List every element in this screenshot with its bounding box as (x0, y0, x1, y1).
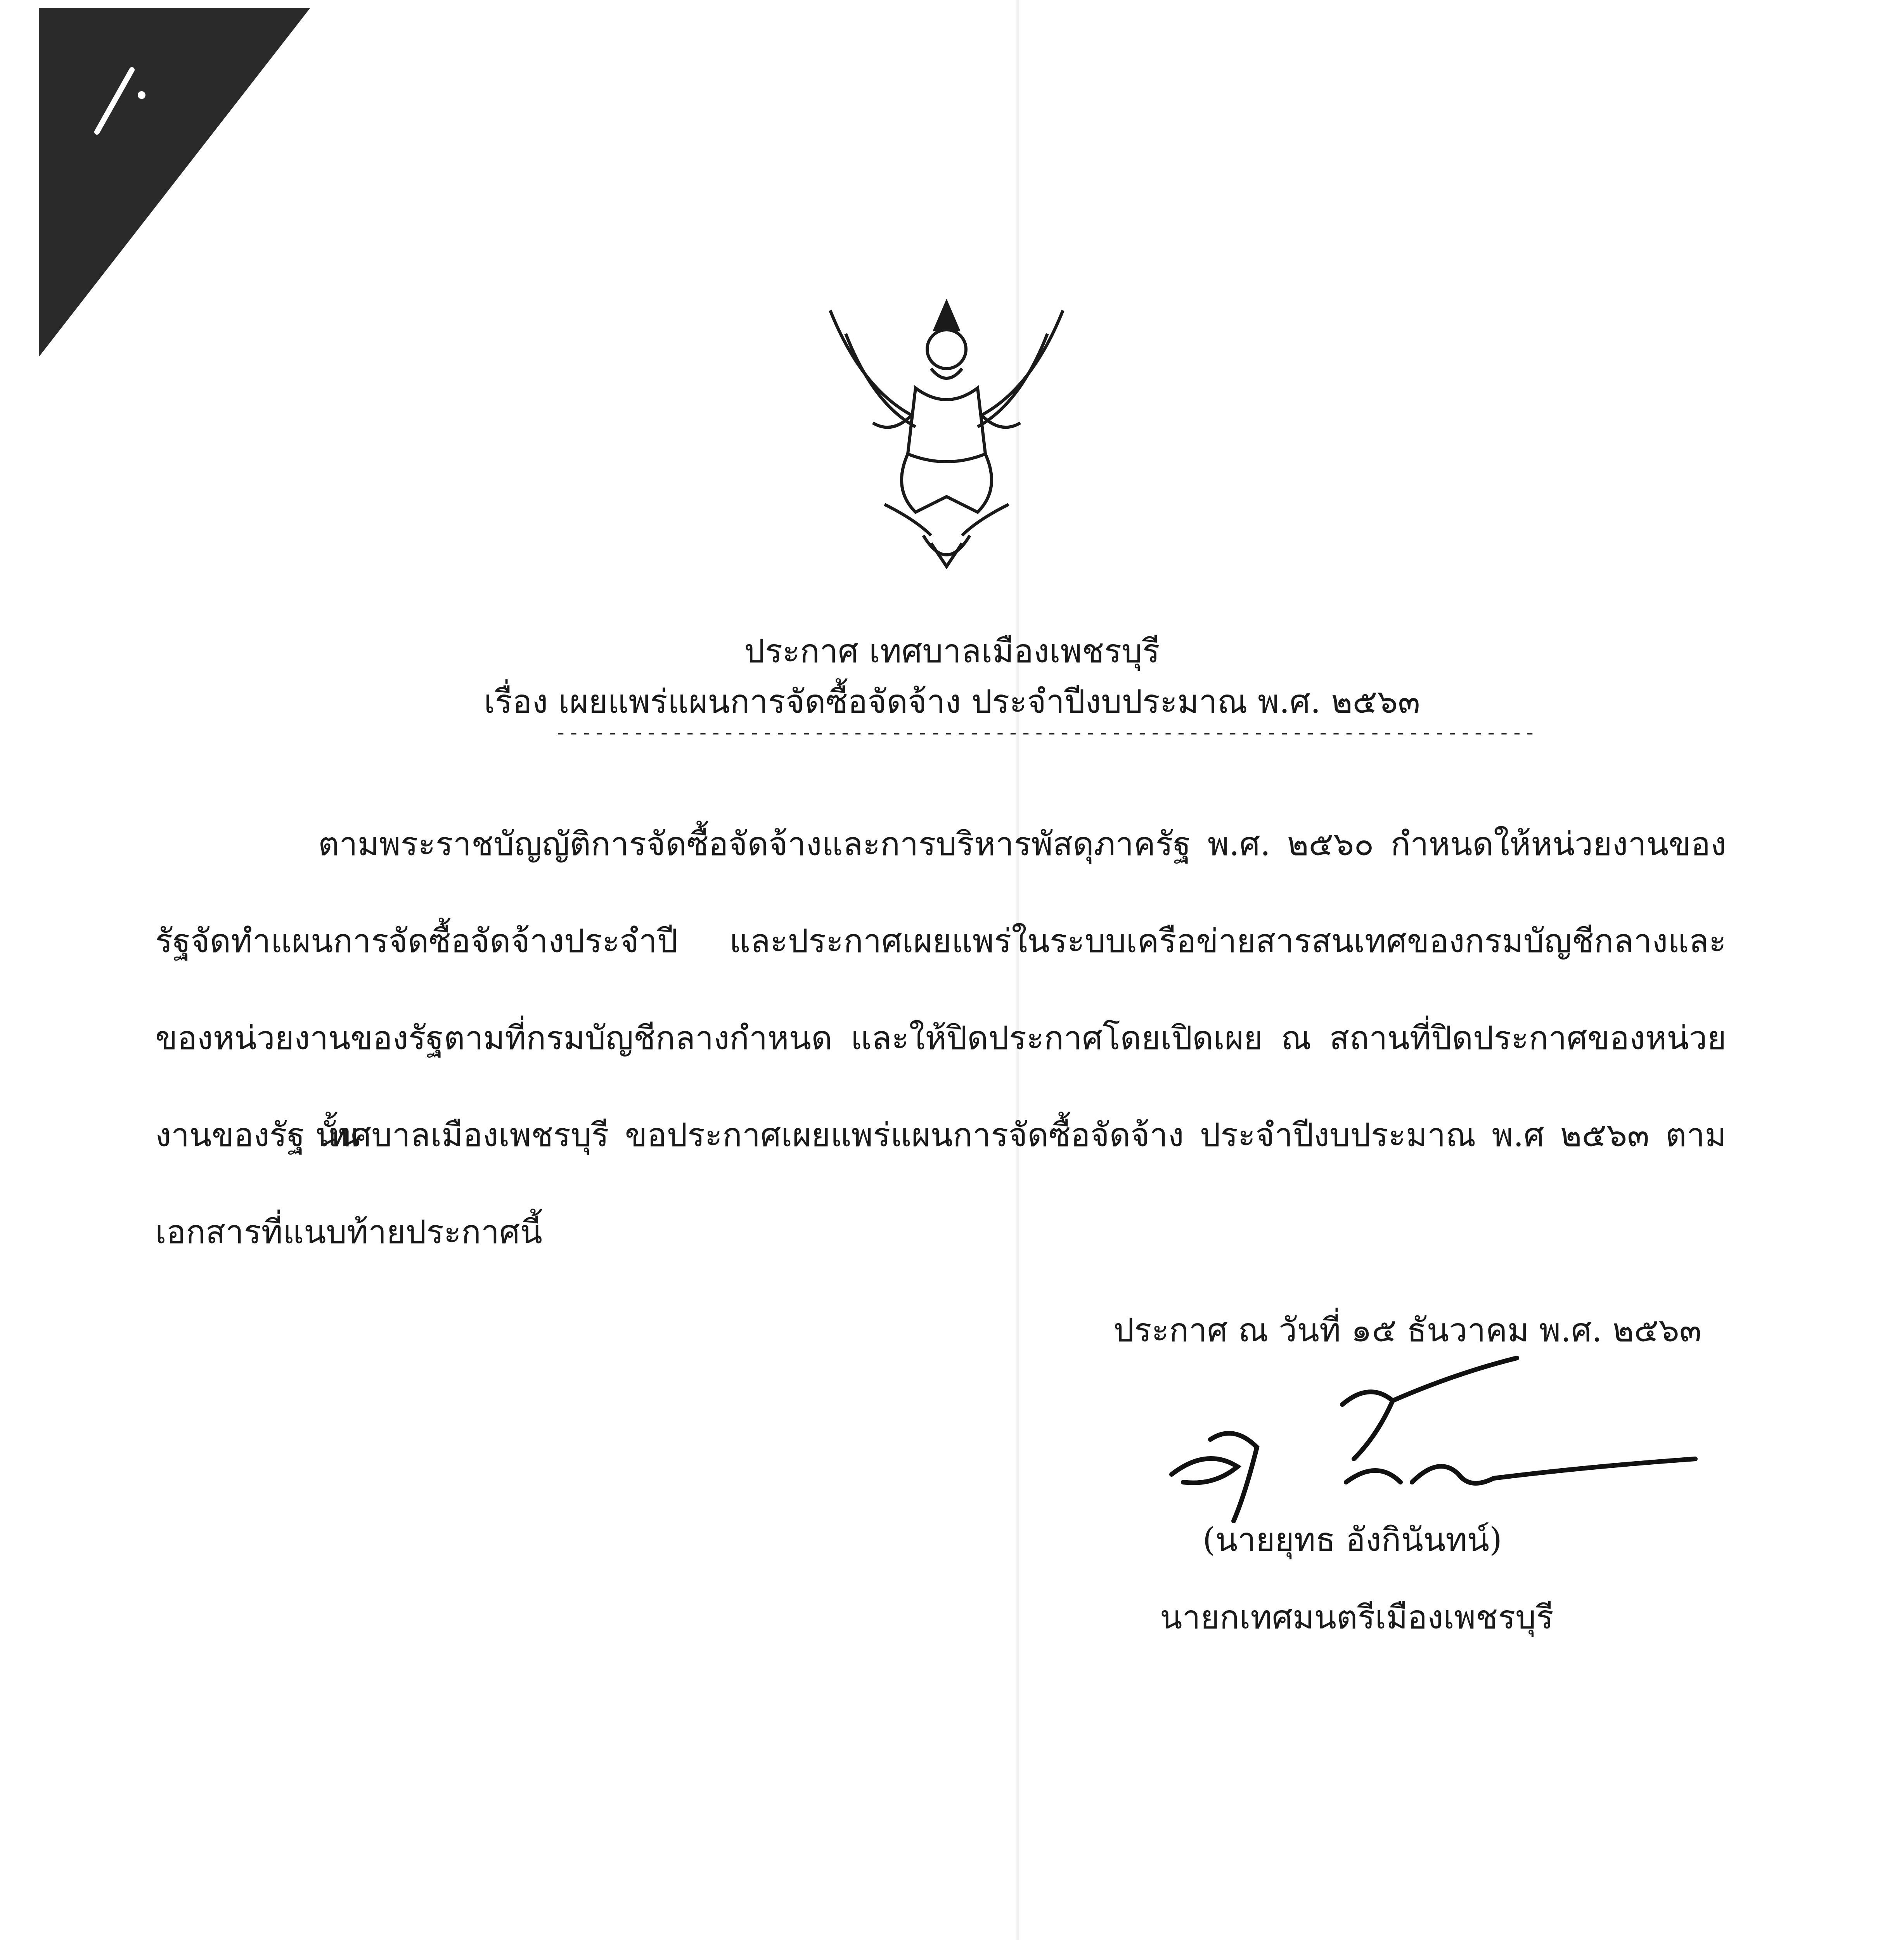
black-corner-shape (39, 8, 310, 357)
signatory-position: นายกเทศมนตรีเมืองเพชรบุรี (1160, 1598, 1554, 1636)
corner-mark (89, 58, 151, 136)
announcement-date: ประกาศ ณ วันที่ ๑๕ ธันวาคม พ.ศ. ๒๕๖๓ (1113, 1311, 1702, 1349)
dashed-divider: ---------------------------------------------------------------------------- (555, 721, 1537, 744)
garuda-emblem-icon (815, 287, 1078, 574)
announcement-heading: ประกาศ เทศบาลเมืองเพชรบุรี (744, 632, 1160, 670)
subject-heading: เรื่อง เผยแพร่แผนการจัดซื้อจัดจ้าง ประจำปีงบประมาณ พ.ศ. ๒๕๖๓ (484, 682, 1420, 721)
body-paragraph-1: ตามพระราชบัญญัติการจัดซื้อจัดจ้างและการบริหารพัสดุภาครัฐ พ.ศ. ๒๕๖๐ กำหนดให้หน่วยงานของรัฐจัดทำแผนการจัดซื้อจัดจ้างประจำปี และประกาศเผยแพร่ในระบบเครือข่ายสารสนเทศของกรมบัญชีกลางและของหน่วยงานของรัฐตามที่กรมบัญชีกลางกำหนด และให้ปิดประกาศโดยเปิดเผย ณ สถานที่ปิดประกาศของหน่วยงานของรัฐ นั้น (155, 825, 1726, 1154)
body-paragraph-2: เทศบาลเมืองเพชรบุรี ขอประกาศเผยแพร่แผนการจัดซื้อจัดจ้าง ประจำปีงบประมาณ พ.ศ ๒๕๖๓ ตามเอกสารที่แนบท้ายประกาศนี้ (155, 1116, 1726, 1251)
signatory-name: (นายยุทธ อังกินันทน์) (1203, 1521, 1502, 1559)
handwritten-signature (1160, 1358, 1703, 1529)
